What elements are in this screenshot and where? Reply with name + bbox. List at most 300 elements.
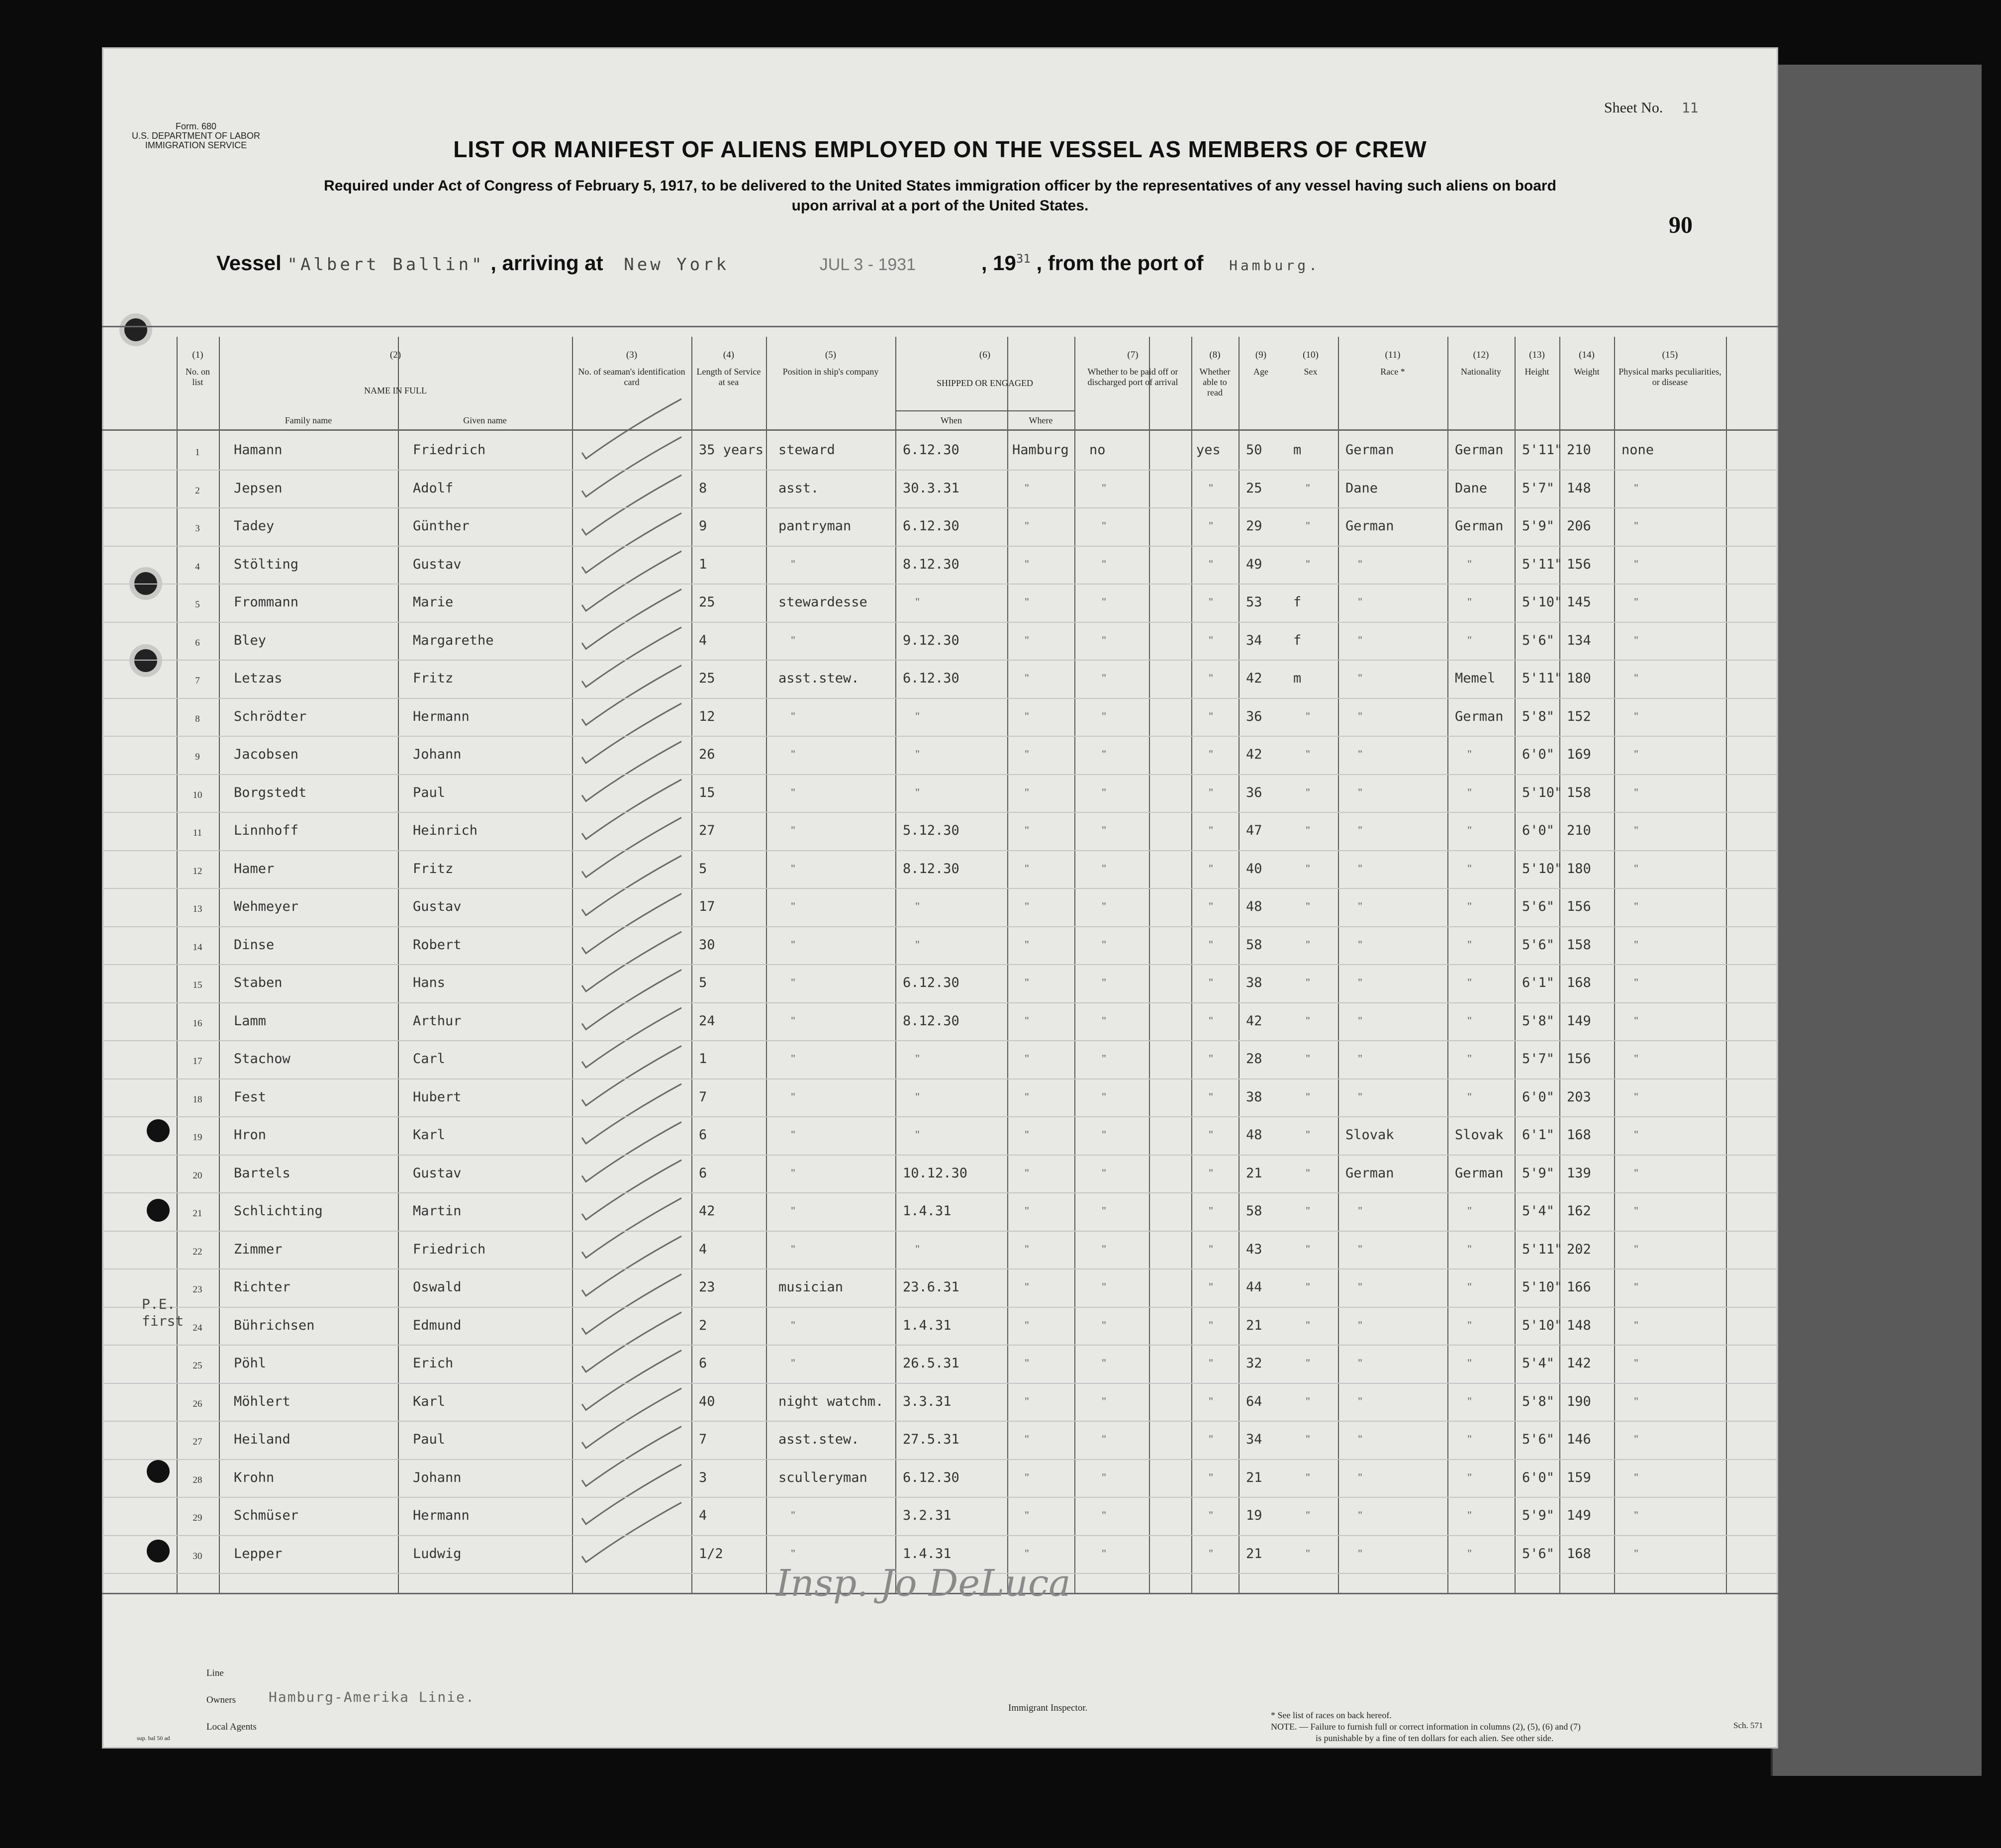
row-number: 13	[192, 904, 202, 914]
ditto-mark: "	[915, 748, 920, 760]
cell-height: 6'0"	[1522, 747, 1555, 762]
id-card-check-mark	[582, 742, 681, 801]
ditto-mark: "	[1209, 709, 1213, 722]
cell-when: 26.5.31	[903, 1356, 959, 1371]
cell-given: Johann	[413, 747, 462, 762]
column-number: (8)	[1209, 350, 1221, 360]
footer-note	[1271, 1710, 1581, 1744]
cell-service: 4	[699, 632, 707, 648]
cell-family: Schrödter	[234, 708, 307, 724]
column-number: (7)	[1127, 350, 1139, 360]
ditto-mark: "	[1358, 938, 1362, 951]
cell-age: 38	[1246, 1089, 1262, 1105]
ditto-mark: "	[1025, 862, 1029, 875]
ditto-mark: "	[1358, 1090, 1362, 1103]
row-rule	[102, 507, 1778, 508]
cell-given: Gustav	[413, 556, 462, 572]
cell-weight: 158	[1567, 937, 1591, 953]
id-card-check-mark	[582, 513, 681, 573]
row-rule	[102, 1192, 1778, 1193]
column-header: Weight	[1574, 367, 1600, 377]
cell-when: 3.3.31	[903, 1393, 952, 1409]
cell-height: 5'10"	[1522, 1317, 1563, 1333]
cell-when: 30.3.31	[903, 480, 959, 496]
ditto-mark: "	[1025, 824, 1029, 836]
ditto-mark: "	[1634, 633, 1638, 646]
ditto-mark: "	[1634, 1470, 1638, 1483]
row-rule	[102, 1345, 1778, 1346]
ditto-mark: "	[1102, 824, 1106, 836]
ditto-mark: "	[1634, 481, 1638, 494]
cell-given: Edmund	[413, 1317, 462, 1333]
ditto-mark: "	[1209, 1204, 1213, 1217]
cell-age: 32	[1246, 1356, 1262, 1371]
cell-height: 5'7"	[1522, 1051, 1555, 1067]
cell-age: 34	[1246, 632, 1262, 648]
ditto-mark: "	[1025, 1470, 1029, 1483]
cell-height: 6'1"	[1522, 975, 1555, 990]
penalty-note-1: NOTE. — Failure to furnish full or correct information in columns (2), (5), (6) and (7)	[1271, 1722, 1581, 1732]
ditto-mark: "	[791, 1357, 795, 1369]
ditto-mark: "	[791, 748, 795, 760]
vessel-line	[216, 251, 1320, 275]
column-header: NAME IN FULL	[364, 386, 427, 395]
cell-age: 58	[1246, 937, 1262, 953]
cell-service: 2	[699, 1317, 707, 1333]
id-card-check-mark	[582, 894, 681, 954]
ditto-mark: "	[1358, 633, 1362, 646]
cell-sex: f	[1293, 594, 1302, 610]
cell-service: 1/2	[699, 1546, 723, 1561]
inspector-label: Immigrant Inspector.	[1008, 1703, 1088, 1713]
line-label: Line	[206, 1668, 224, 1678]
races-note: * See list of races on back hereof.	[1271, 1710, 1392, 1720]
cell-nationality: German	[1455, 1165, 1504, 1181]
ditto-mark: "	[1209, 1166, 1213, 1179]
ditto-mark: "	[1634, 862, 1638, 875]
cell-when: 6.12.30	[903, 518, 959, 534]
column-header: Position in ship's company	[782, 367, 879, 377]
ditto-mark: "	[1102, 1394, 1106, 1407]
column-header: Nationality	[1461, 367, 1501, 377]
row-rule	[102, 622, 1778, 623]
column-header: Physical marks peculiarities, or disease	[1619, 367, 1721, 387]
id-card-check-mark	[582, 970, 681, 1030]
cell-weight: 149	[1567, 1508, 1591, 1523]
cell-given: Fritz	[413, 861, 454, 876]
cell-age: 34	[1246, 1432, 1262, 1447]
ditto-mark: "	[1209, 633, 1213, 646]
ditto-mark: "	[1467, 1280, 1472, 1293]
cell-height: 5'8"	[1522, 1013, 1555, 1029]
id-card-check-mark	[582, 1503, 681, 1562]
ditto-mark: "	[1467, 976, 1472, 988]
cell-family: Fest	[234, 1089, 267, 1105]
cell-when: 5.12.30	[903, 823, 959, 838]
row-number: 14	[192, 942, 202, 953]
ditto-mark: "	[791, 1547, 795, 1559]
row-rule	[102, 1421, 1778, 1422]
column-header: No. on list	[186, 367, 210, 387]
ditto-mark: "	[1634, 595, 1638, 608]
when-subheader: When	[941, 415, 962, 425]
row-number: 28	[192, 1474, 202, 1485]
cell-height: 5'11"	[1522, 671, 1563, 686]
cell-family: Schlichting	[234, 1203, 323, 1219]
cell-when: 6.12.30	[903, 442, 959, 458]
ditto-mark: "	[915, 595, 920, 608]
row-number: 25	[192, 1361, 202, 1371]
ditto-mark: "	[1358, 1357, 1362, 1369]
ditto-mark: "	[1306, 1090, 1310, 1103]
cell-age: 21	[1246, 1469, 1262, 1485]
cell-position: asst.	[778, 480, 819, 496]
ditto-mark: "	[1358, 709, 1362, 722]
cell-when: 23.6.31	[903, 1279, 959, 1295]
cell-given: Hermann	[413, 1508, 470, 1523]
ditto-mark: "	[1209, 1547, 1213, 1559]
service-name: IMMIGRATION SERVICE	[145, 140, 247, 150]
ditto-mark: "	[1306, 1014, 1310, 1027]
row-rule	[102, 546, 1778, 547]
id-card-check-mark	[582, 1122, 681, 1182]
ditto-mark: "	[791, 1128, 795, 1141]
ditto-mark: "	[1467, 1357, 1472, 1369]
ditto-mark: "	[791, 900, 795, 912]
subheader-rule	[895, 410, 1074, 411]
cell-height: 5'11"	[1522, 556, 1563, 572]
column-number: (15)	[1662, 350, 1678, 360]
ditto-mark: "	[1634, 1280, 1638, 1293]
id-card-check-mark	[582, 1388, 681, 1448]
cell-given: Johann	[413, 1469, 462, 1485]
ditto-mark: "	[1025, 1090, 1029, 1103]
cell-age: 53	[1246, 594, 1262, 610]
ditto-mark: "	[1358, 1433, 1362, 1445]
row-rule	[102, 470, 1778, 471]
row-rule	[102, 964, 1778, 965]
ditto-mark: "	[1306, 481, 1310, 494]
ditto-mark: "	[1102, 557, 1106, 570]
cell-weight: 180	[1567, 671, 1591, 686]
row-number: 17	[192, 1056, 202, 1067]
cell-race: German	[1345, 1165, 1394, 1181]
ditto-mark: "	[1358, 672, 1362, 684]
id-card-check-mark	[582, 856, 681, 915]
ditto-mark: "	[1025, 748, 1029, 760]
cell-when: 1.4.31	[903, 1317, 952, 1333]
row-rule	[102, 850, 1778, 851]
row-rule	[102, 1116, 1778, 1117]
where-subheader: Where	[1029, 415, 1053, 425]
cell-race: German	[1345, 518, 1394, 534]
cell-when: 8.12.30	[903, 1013, 959, 1029]
ditto-mark: "	[1634, 900, 1638, 912]
ditto-mark: "	[791, 1318, 795, 1331]
cell-position: pantryman	[778, 518, 852, 534]
cell-family: Hamer	[234, 861, 275, 876]
cell-weight: 149	[1567, 1013, 1591, 1029]
table-rule	[102, 429, 1778, 431]
cell-weight: 148	[1567, 1317, 1591, 1333]
cell-weight: 168	[1567, 1546, 1591, 1561]
cell-when: 27.5.31	[903, 1432, 959, 1447]
ditto-mark: "	[1306, 1470, 1310, 1483]
column-header: Race *	[1380, 367, 1405, 377]
ditto-mark: "	[1467, 938, 1472, 951]
ditto-mark: "	[791, 976, 795, 988]
row-number: 29	[192, 1513, 202, 1523]
ditto-mark: "	[1306, 1280, 1310, 1293]
cell-age: 47	[1246, 823, 1262, 838]
ditto-mark: "	[1306, 1052, 1310, 1065]
cell-height: 5'6"	[1522, 632, 1555, 648]
cell-given: Günther	[413, 518, 470, 534]
ditto-mark: "	[1358, 1280, 1362, 1293]
cell-age: 21	[1246, 1546, 1262, 1561]
ditto-mark: "	[1025, 976, 1029, 988]
cell-weight: 168	[1567, 1127, 1591, 1143]
ditto-mark: "	[1209, 824, 1213, 836]
ditto-mark: "	[791, 824, 795, 836]
act-text-line1: Required under Act of Congress of February 5, 1917, to be delivered to the United States immigration officer by the representatives of any vessel having such aliens on board	[324, 178, 1556, 194]
cell-height: 5'8"	[1522, 708, 1555, 724]
cell-given: Ludwig	[413, 1546, 462, 1561]
cell-family: Jepsen	[234, 480, 283, 496]
row-rule	[102, 698, 1778, 699]
cell-sex: m	[1293, 442, 1302, 458]
cell-age: 42	[1246, 747, 1262, 762]
ditto-mark: "	[1102, 1547, 1106, 1559]
ditto-mark: "	[1102, 976, 1106, 988]
ditto-mark: "	[1358, 1204, 1362, 1217]
cell-family: Schmüser	[234, 1508, 299, 1523]
cell-position: asst.stew.	[778, 1432, 859, 1447]
ditto-mark: "	[1306, 1509, 1310, 1521]
ditto-mark: "	[1102, 900, 1106, 912]
ditto-mark: "	[1306, 709, 1310, 722]
ditto-mark: "	[1358, 862, 1362, 875]
row-number: 30	[192, 1551, 202, 1561]
ditto-mark: "	[1209, 1242, 1213, 1255]
ditto-mark: "	[1634, 785, 1638, 798]
year-label: , 19	[981, 251, 1016, 275]
ditto-mark: "	[1025, 1318, 1029, 1331]
row-number: 5	[195, 599, 200, 610]
ditto-mark: "	[1634, 1014, 1638, 1027]
cell-family: Wehmeyer	[234, 899, 299, 914]
ditto-mark: "	[1025, 1394, 1029, 1407]
id-card-check-mark	[582, 1084, 681, 1144]
ditto-mark: "	[1025, 1204, 1029, 1217]
sheet-value: 11	[1681, 99, 1699, 116]
ditto-mark: "	[1306, 862, 1310, 875]
cell-age: 25	[1246, 480, 1262, 496]
column-number: (6)	[979, 350, 991, 360]
sheet-label: Sheet No.	[1604, 99, 1663, 116]
ditto-mark: "	[1102, 1433, 1106, 1445]
row-number: 1	[195, 447, 200, 458]
cell-position: sculleryman	[778, 1469, 867, 1485]
cell-when: 3.2.31	[903, 1508, 952, 1523]
ditto-mark: "	[1467, 1014, 1472, 1027]
ditto-mark: "	[1209, 976, 1213, 988]
cell-nationality: German	[1455, 518, 1504, 534]
ditto-mark: "	[915, 900, 920, 912]
cell-when: 6.12.30	[903, 1469, 959, 1485]
ditto-mark: "	[1025, 1547, 1029, 1559]
cell-weight: 180	[1567, 861, 1591, 876]
ditto-mark: "	[1358, 824, 1362, 836]
ditto-mark: "	[1025, 672, 1029, 684]
ditto-mark: "	[1358, 1052, 1362, 1065]
ditto-mark: "	[791, 938, 795, 951]
cell-nationality: Dane	[1455, 480, 1488, 496]
column-header: Whether able to read	[1199, 367, 1231, 397]
ditto-mark: "	[1467, 595, 1472, 608]
cell-weight: 159	[1567, 1469, 1591, 1485]
column-header: Sex	[1304, 367, 1318, 377]
cell-weight: 162	[1567, 1203, 1591, 1219]
column-number: (12)	[1473, 350, 1489, 360]
ditto-mark: "	[1025, 1433, 1029, 1445]
cell-given: Gustav	[413, 899, 462, 914]
id-card-check-mark	[582, 1312, 681, 1372]
cell-height: 5'10"	[1522, 594, 1563, 610]
cell-age: 21	[1246, 1317, 1262, 1333]
id-card-check-mark	[582, 1160, 681, 1220]
cell-marks: none	[1621, 442, 1654, 458]
cell-weight: 139	[1567, 1165, 1591, 1181]
ditto-mark: "	[1209, 748, 1213, 760]
ditto-mark: "	[1358, 785, 1362, 798]
cell-when: 9.12.30	[903, 632, 959, 648]
id-card-check-mark	[582, 1008, 681, 1068]
cell-service: 27	[699, 823, 715, 838]
cell-position: asst.stew.	[778, 671, 859, 686]
ditto-mark: "	[1634, 824, 1638, 836]
from-port: Hamburg.	[1229, 257, 1320, 274]
cell-age: 48	[1246, 899, 1262, 914]
ditto-mark: "	[1634, 519, 1638, 532]
ditto-mark: "	[791, 1509, 795, 1521]
row-number: 15	[192, 980, 202, 990]
row-rule	[102, 1002, 1778, 1003]
ditto-mark: "	[1634, 1242, 1638, 1255]
cell-service: 4	[699, 1241, 707, 1257]
cell-weight: 166	[1567, 1279, 1591, 1295]
cell-weight: 206	[1567, 518, 1591, 534]
row-rule	[102, 774, 1778, 775]
id-card-check-mark	[582, 1351, 681, 1410]
cell-when: 8.12.30	[903, 556, 959, 572]
row-rule	[102, 1459, 1778, 1460]
cell-height: 5'6"	[1522, 1432, 1555, 1447]
cell-family: Stachow	[234, 1051, 290, 1067]
ditto-mark: "	[1634, 938, 1638, 951]
column-number: (10)	[1303, 350, 1319, 360]
ditto-mark: "	[1306, 1433, 1310, 1445]
cell-height: 5'6"	[1522, 1546, 1555, 1561]
margin-note	[142, 1296, 184, 1330]
ditto-mark: "	[1467, 1547, 1472, 1559]
ditto-mark: "	[915, 1242, 920, 1255]
ditto-mark: "	[1209, 938, 1213, 951]
manifest-page	[102, 47, 1778, 1749]
cell-family: Linnhoff	[234, 823, 299, 838]
ditto-mark: "	[1467, 633, 1472, 646]
backing-sheet	[1771, 65, 1982, 1776]
id-card-check-mark	[582, 1464, 681, 1524]
row-rule	[102, 736, 1778, 737]
ditto-mark: "	[1102, 633, 1106, 646]
cell-age: 36	[1246, 708, 1262, 724]
cell-given: Karl	[413, 1127, 446, 1143]
ditto-mark: "	[1102, 1014, 1106, 1027]
cell-weight: 146	[1567, 1432, 1591, 1447]
ditto-mark: "	[1102, 595, 1106, 608]
row-rule	[102, 1497, 1778, 1498]
cell-service: 23	[699, 1279, 715, 1295]
cell-service: 7	[699, 1432, 707, 1447]
ditto-mark: "	[1467, 557, 1472, 570]
id-card-check-mark	[582, 551, 681, 611]
cell-weight: 210	[1567, 442, 1591, 458]
cell-height: 5'6"	[1522, 937, 1555, 953]
ditto-mark: "	[1634, 1204, 1638, 1217]
cell-race: Slovak	[1345, 1127, 1394, 1143]
arriving-port: New York	[624, 255, 730, 275]
cell-service: 6	[699, 1127, 707, 1143]
page-number: 90	[1669, 212, 1693, 238]
ditto-mark: "	[791, 1242, 795, 1255]
cell-height: 5'7"	[1522, 480, 1555, 496]
ditto-mark: "	[1467, 748, 1472, 760]
ditto-mark: "	[1209, 1280, 1213, 1293]
ditto-mark: "	[1102, 938, 1106, 951]
cell-weight: 148	[1567, 480, 1591, 496]
row-number: 24	[192, 1322, 202, 1333]
row-number: 16	[192, 1018, 202, 1029]
column-header: Age	[1253, 367, 1268, 377]
row-rule	[102, 1535, 1778, 1536]
id-card-check-mark	[582, 703, 681, 763]
print-code: sup. bal 50 ad	[137, 1735, 170, 1742]
ditto-mark: "	[1209, 1318, 1213, 1331]
ditto-mark: "	[1467, 1470, 1472, 1483]
ditto-mark: "	[1102, 1318, 1106, 1331]
cell-given: Hans	[413, 975, 446, 990]
cell-given: Heinrich	[413, 823, 478, 838]
id-card-check-mark	[582, 1046, 681, 1106]
row-number: 19	[192, 1132, 202, 1143]
ditto-mark: "	[1209, 1509, 1213, 1521]
cell-service: 7	[699, 1089, 707, 1105]
cell-age: 28	[1246, 1051, 1262, 1067]
ditto-mark: "	[1102, 862, 1106, 875]
ditto-mark: "	[1102, 672, 1106, 684]
cell-height: 5'6"	[1522, 899, 1555, 914]
row-rule	[102, 1268, 1778, 1269]
ditto-mark: "	[1306, 1394, 1310, 1407]
ditto-mark: "	[1102, 481, 1106, 494]
ditto-mark: "	[1634, 1090, 1638, 1103]
cell-height: 5'4"	[1522, 1203, 1555, 1219]
department-name: U.S. DEPARTMENT OF LABOR	[132, 131, 261, 141]
ditto-mark: "	[915, 1090, 920, 1103]
cell-family: Hron	[234, 1127, 267, 1143]
ditto-mark: "	[791, 557, 795, 570]
